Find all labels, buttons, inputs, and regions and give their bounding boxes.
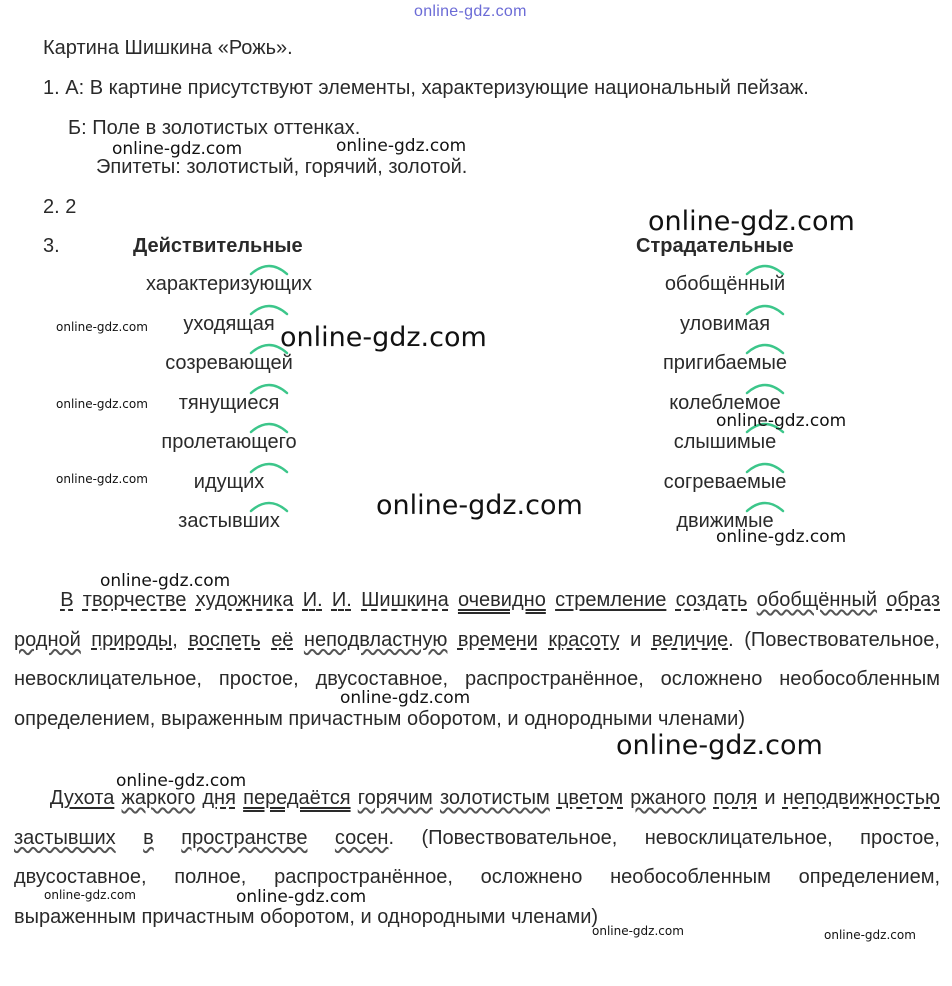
s1-word: величие <box>651 628 729 651</box>
page-title: Картина Шишкина «Рожь». <box>43 37 293 59</box>
s2-word: поля <box>713 787 758 809</box>
s1-word: творчестве <box>82 589 187 611</box>
s1-word: неподвластную <box>303 628 448 651</box>
s2-period: . <box>388 826 394 849</box>
passive-participle-text: уловимая <box>679 313 771 335</box>
passive-participle-text: обобщённый <box>664 273 786 295</box>
s2-word: золотистым <box>439 787 550 809</box>
passive-participle-text: согреваемые <box>663 471 787 493</box>
active-participle <box>109 272 349 296</box>
watermark: online-gdz.com <box>44 888 136 902</box>
active-participle <box>109 509 349 533</box>
answer-1a: 1. А: В картине присутствуют элементы, характеризующие национальный пейзаж. <box>43 77 809 99</box>
active-participle-text: созревающей <box>165 352 293 374</box>
watermark: online-gdz.com <box>336 136 467 156</box>
s2-word: дня <box>202 787 236 809</box>
s1-period: . <box>728 628 734 651</box>
watermark: online-gdz.com <box>824 928 916 942</box>
active-participles-header: Действительные <box>133 235 303 257</box>
suffix-mark-icon <box>745 302 785 316</box>
passive-participles-header: Страдательные <box>636 235 794 257</box>
answer-1-epithets: Эпитеты: золотистый, горячий, золотой. <box>96 156 468 178</box>
watermark: online-gdz.com <box>56 397 148 411</box>
s1-word: В <box>60 589 74 611</box>
passive-participle-text: колеблемое <box>669 392 781 414</box>
watermark: online-gdz.com <box>592 924 684 938</box>
s2-word: ржаного <box>630 787 707 809</box>
s2-word: сосен <box>334 826 389 849</box>
suffix-mark-icon <box>745 381 785 395</box>
active-participle <box>109 351 349 375</box>
watermark: online-gdz.com <box>716 411 847 431</box>
watermark: online-gdz.com <box>716 527 847 547</box>
passive-participle <box>605 351 845 375</box>
s1-word: И. <box>331 589 352 611</box>
active-participle <box>109 430 349 454</box>
s2-word: цветом <box>556 787 624 809</box>
watermark-top: online-gdz.com <box>414 3 527 20</box>
s2-word: жаркого <box>121 787 196 809</box>
suffix-mark-icon <box>249 381 289 395</box>
passive-participle <box>605 470 845 494</box>
passive-participle <box>605 430 845 454</box>
watermark: online-gdz.com <box>56 320 148 334</box>
active-participle-text: пролетающего <box>161 431 297 453</box>
watermark: online-gdz.com <box>340 688 471 708</box>
answer-2: 2. 2 <box>43 196 77 218</box>
watermark: online-gdz.com <box>112 139 243 159</box>
passive-participle <box>605 312 845 336</box>
s2-word: застывших <box>14 826 116 849</box>
watermark: online-gdz.com <box>616 730 823 761</box>
s2-predicate: передаётся <box>243 787 351 809</box>
active-participle-text: уходящая <box>183 313 275 335</box>
s1-word: времени <box>457 628 538 651</box>
watermark: online-gdz.com <box>100 571 231 591</box>
suffix-mark-icon <box>249 420 289 434</box>
suffix-mark-icon <box>249 499 289 513</box>
watermark: online-gdz.com <box>376 490 583 521</box>
answer-3-number: 3. <box>43 235 60 257</box>
s1-word: художника <box>195 589 294 611</box>
s1-word: красоту <box>548 628 620 651</box>
s1-word: и <box>630 628 642 651</box>
active-participle-text: идущих <box>193 471 265 493</box>
suffix-mark-icon <box>745 499 785 513</box>
suffix-mark-icon <box>745 460 785 474</box>
watermark: online-gdz.com <box>236 887 367 907</box>
suffix-mark-icon <box>745 262 785 276</box>
watermark: online-gdz.com <box>280 322 487 353</box>
s1-word: образ <box>886 589 941 611</box>
watermark: online-gdz.com <box>56 472 148 486</box>
s2-word: в <box>143 826 154 849</box>
s1-word: обобщённый <box>756 589 878 611</box>
s1-comma: , <box>172 628 178 651</box>
s1-predicate: очевидно <box>457 589 546 611</box>
s1-word: родной <box>14 628 81 651</box>
s1-word: воспеть <box>188 628 261 651</box>
s2-word: неподвижностью <box>782 787 941 809</box>
s1-word: И. <box>302 589 323 611</box>
s2-analysis: (Повествовательное, невосклицательное, простое, двусоставное, полное, распространённое, осложнено необособленным определением, выраженным причастным оборотом, и однородными членами) <box>14 826 940 928</box>
s1-word: создать <box>675 589 748 611</box>
passive-participle-text: пригибаемые <box>662 352 788 374</box>
active-participle-text: характеризующих <box>145 273 313 295</box>
s2-word: горячим <box>357 787 433 809</box>
suffix-mark-icon <box>249 302 289 316</box>
suffix-mark-icon <box>745 341 785 355</box>
s1-word: Шишкина <box>361 589 449 611</box>
answer-1b: Б: Поле в золотистых оттенках. <box>68 117 361 139</box>
s2-subject: Духота <box>49 787 115 809</box>
passive-participle-text: движимые <box>676 510 774 532</box>
active-participle-text: застывших <box>178 510 280 532</box>
s2-word: пространстве <box>181 826 308 849</box>
watermark: online-gdz.com <box>648 206 855 237</box>
s1-word: её <box>271 628 294 651</box>
passive-participle-text: слышимые <box>673 431 777 453</box>
passive-participle <box>605 272 845 296</box>
s1-analysis: (Повествовательное, невосклицательное, простое, двусоставное, распространённое, осложнено необособленным определением, выраженным причастным оборотом, и однородными членами) <box>14 628 940 730</box>
watermark: online-gdz.com <box>116 771 247 791</box>
s1-subject: стремление <box>555 589 667 611</box>
sentence-2-block <box>14 779 940 937</box>
suffix-mark-icon <box>249 262 289 276</box>
suffix-mark-icon <box>249 460 289 474</box>
active-participle-text: тянущиеся <box>178 392 280 414</box>
s2-word: и <box>764 787 776 809</box>
sentence-1-block <box>14 581 940 739</box>
s1-word: природы <box>91 628 173 651</box>
